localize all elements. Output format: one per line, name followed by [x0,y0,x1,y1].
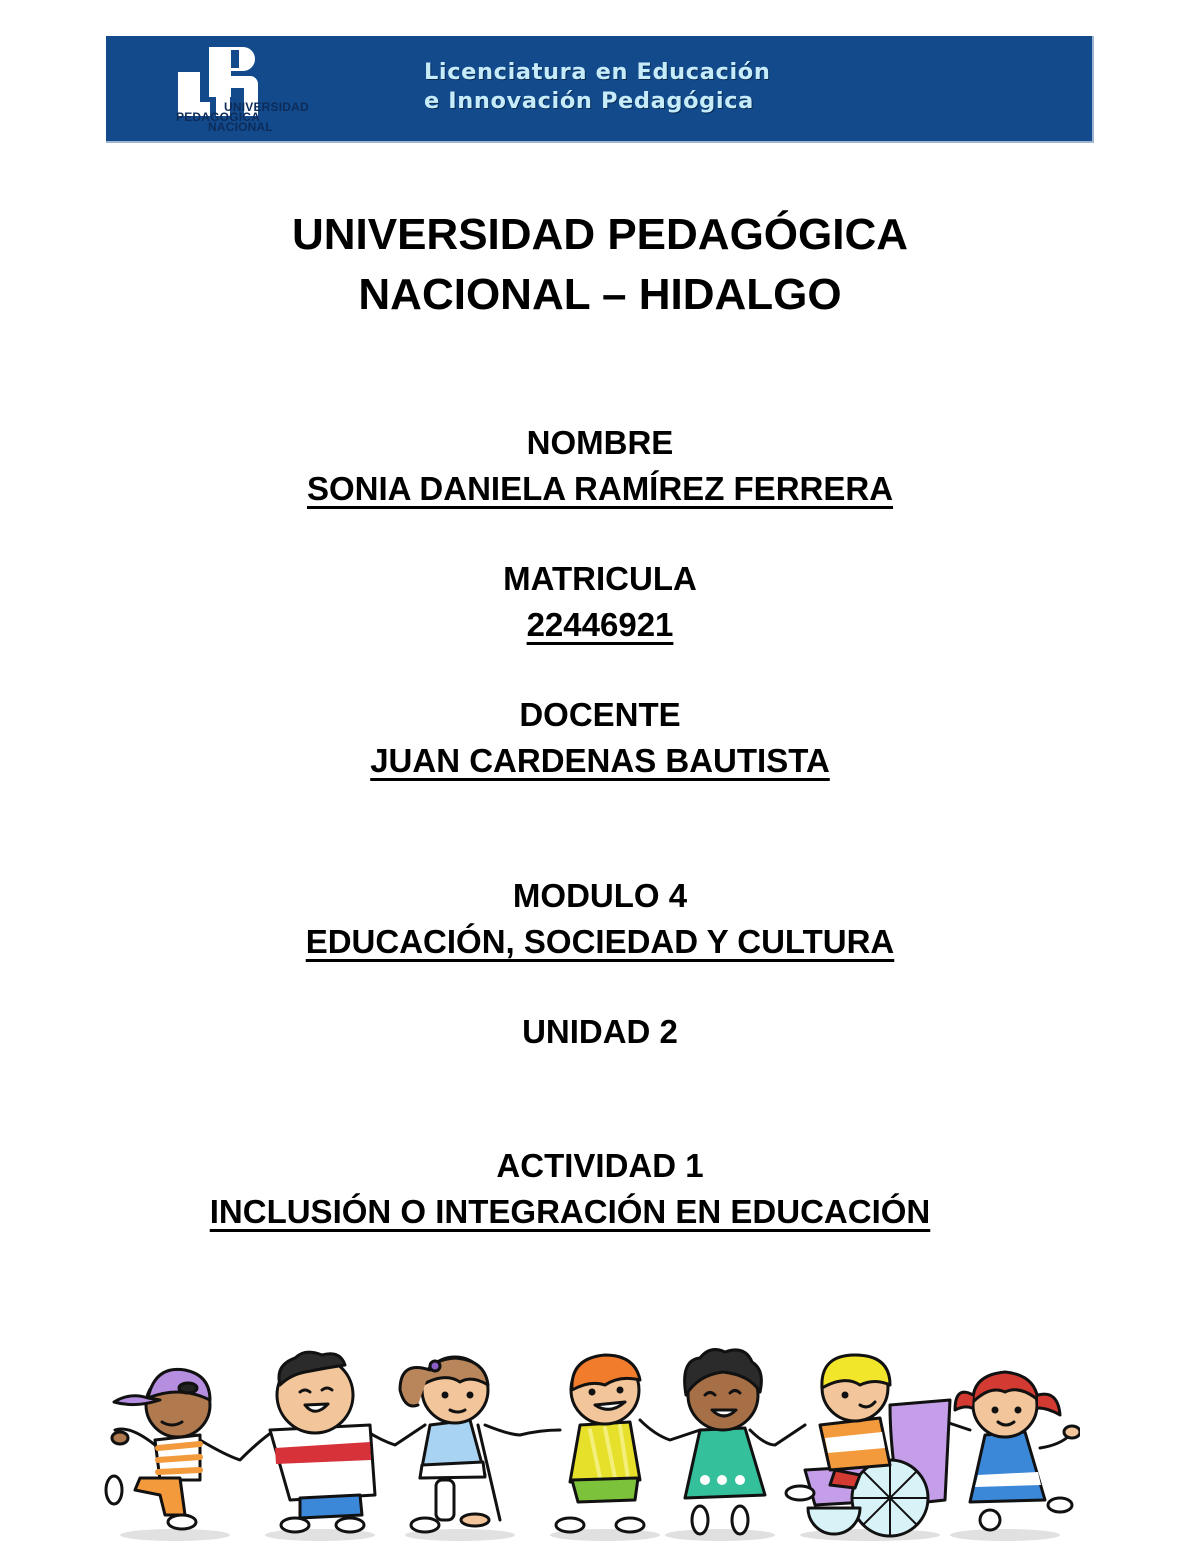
actividad-value [0,1189,1170,1235]
child-4 [556,1355,644,1532]
child-6-wheelchair [786,1355,950,1536]
university-title-line-1: UNIVERSIDAD PEDAGÓGICA [291,210,909,259]
university-title-line-2: NACIONAL – HIDALGO [358,270,842,319]
logo-text-universidad: UNIVERSIDAD [224,100,309,114]
modulo-value [0,919,1200,965]
nombre-label: NOMBRE [526,424,674,461]
teacher-name: JUAN CARDENAS BAUTISTA [370,742,830,779]
child-2 [270,1352,375,1532]
docente-label: DOCENTE [519,696,681,733]
children-illustration [100,1330,1080,1553]
actividad-label: ACTIVIDAD 1 [496,1147,704,1184]
unidad-label: UNIDAD 2 [522,1013,678,1050]
logo-text-nacional: NACIONAL [208,120,273,134]
matricula-value [0,602,1200,648]
program-title [424,58,770,116]
nombre-value [0,466,1200,512]
modulo-label: MODULO 4 [512,877,688,914]
child-7 [955,1372,1080,1530]
child-1 [106,1369,210,1529]
student-name: SONIA DANIELA RAMÍREZ FERRERA [306,470,894,507]
header-banner [106,36,1094,143]
logo-text-pedagogica: PEDAGOGICA [176,110,261,124]
program-title-line-1: Licenciatura en Educación [424,59,771,85]
student-id: 22446921 [526,606,674,643]
child-3 [400,1357,500,1532]
module-name: EDUCACIÓN, SOCIEDAD Y CULTURA [305,923,895,960]
docente-value [0,738,1200,784]
child-5 [685,1350,765,1534]
matricula-label: MATRICULA [503,560,697,597]
activity-title: INCLUSIÓN O INTEGRACIÓN EN EDUCACIÓN [209,1193,931,1230]
university-title [0,205,1200,325]
program-title-line-2: e Innovación Pedagógica [424,88,754,114]
